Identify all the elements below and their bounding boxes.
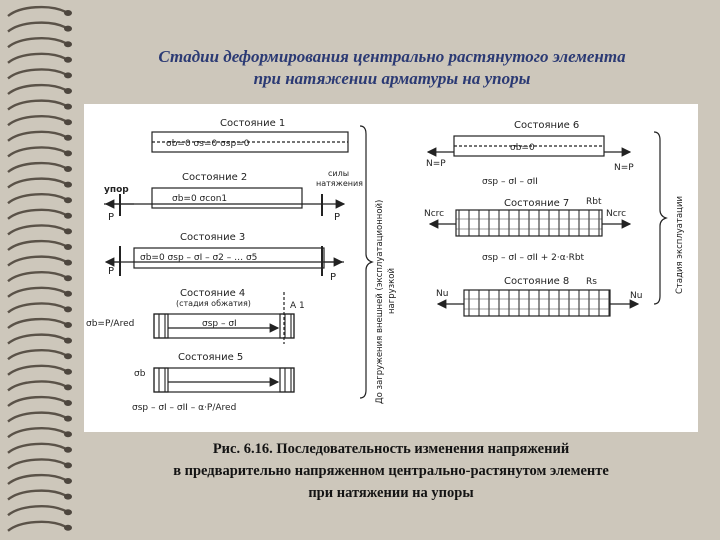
state3-force-left: P xyxy=(108,266,115,277)
spiral-coil xyxy=(8,23,66,32)
slide-title-line-2: при натяжении арматуры на упоры xyxy=(253,69,531,88)
spiral-coil xyxy=(8,319,66,328)
state2-tension-label-1: силы xyxy=(328,169,350,178)
spiral-coil xyxy=(8,288,66,297)
state2-stresses: σb=0 σcon1 xyxy=(172,194,228,204)
state7-force-right: Ncrc xyxy=(606,209,627,219)
slide-title-line-1: Стадии деформирования центрально растянутого элемента xyxy=(158,47,626,66)
spiral-coil xyxy=(8,350,66,359)
spiral-hole xyxy=(64,244,72,250)
spiral-coil xyxy=(8,381,66,390)
spiral-coil xyxy=(8,147,66,156)
spiral-coil xyxy=(8,491,66,500)
spiral-hole xyxy=(64,41,72,47)
spiral-coil xyxy=(8,397,66,406)
spiral-coil xyxy=(8,303,66,312)
spiral-coil xyxy=(8,132,66,141)
spiral-hole xyxy=(64,447,72,453)
state8-beam xyxy=(464,290,610,316)
state8-force-left: Nu xyxy=(436,289,449,299)
spiral-coil xyxy=(8,241,66,250)
state7-force-left: Ncrc xyxy=(424,209,445,219)
spiral-hole xyxy=(64,228,72,234)
state4-stresses: σsp – σI xyxy=(202,319,237,329)
spiral-hole xyxy=(64,525,72,531)
left-bracket-text-1: До загружения внешней (эксплуатационной) xyxy=(375,199,385,404)
state3-force-right: P xyxy=(330,272,337,283)
spiral-coil xyxy=(8,69,66,78)
spiral-coil xyxy=(8,101,66,110)
spiral-coil xyxy=(8,522,66,531)
figure-caption xyxy=(84,438,698,504)
state2-support-label: упор xyxy=(104,185,129,195)
stress-stages-diagram xyxy=(84,104,698,432)
state1-stresses: σb=0 σs=0 σsp=0 xyxy=(166,139,250,149)
state5-stress-left: σb xyxy=(134,369,146,379)
figure-panel xyxy=(84,104,698,432)
spiral-hole xyxy=(64,119,72,125)
spiral-coil xyxy=(8,54,66,63)
spiral-coil xyxy=(8,272,66,281)
spiral-hole xyxy=(64,400,72,406)
state2-force-right: P xyxy=(334,212,341,223)
state2-tension-label-2: натяжения xyxy=(316,179,363,188)
spiral-coil xyxy=(8,163,66,172)
spiral-coil xyxy=(8,7,66,16)
state5-label: Состояние 5 xyxy=(178,352,244,363)
state2-force-left: P xyxy=(108,212,115,223)
state8-label: Состояние 8 xyxy=(504,276,570,287)
spiral-hole xyxy=(64,104,72,110)
spiral-hole xyxy=(64,166,72,172)
spiral-coil xyxy=(8,225,66,234)
spiral-hole xyxy=(64,57,72,63)
state4-sublabel: (стадия обжатия) xyxy=(176,299,251,308)
spiral-hole xyxy=(64,431,72,437)
caption-line-1: Рис. 6.16. Последовательность изменения напряжений xyxy=(212,441,570,457)
spiral-hole xyxy=(64,182,72,188)
spiral-coil xyxy=(8,38,66,47)
state8-rs: Rs xyxy=(586,277,597,287)
state6-label: Состояние 6 xyxy=(514,120,580,131)
state4-stress-left: σb=P/Ared xyxy=(86,319,135,329)
spiral-coil xyxy=(8,444,66,453)
spiral-coil xyxy=(8,366,66,375)
spiral-hole xyxy=(64,416,72,422)
state6-bottom: σsp – σI – σII xyxy=(482,177,538,187)
state3-stresses: σb=0 σsp – σI – σ2 – … σ5 xyxy=(140,253,258,263)
spiral-coil xyxy=(8,257,66,266)
spiral-coil xyxy=(8,116,66,125)
spiral-hole xyxy=(64,306,72,312)
spiral-hole xyxy=(64,275,72,281)
right-bracket-text: Стадия эксплуатации xyxy=(675,195,685,294)
state5-beam xyxy=(154,368,294,392)
state7-rbt: Rbt xyxy=(586,197,602,207)
spiral-hole xyxy=(64,10,72,16)
state7-beam xyxy=(456,210,602,236)
spiral-coil xyxy=(8,459,66,468)
spiral-coil xyxy=(8,194,66,203)
spiral-coil xyxy=(8,413,66,422)
spiral-hole xyxy=(64,322,72,328)
spiral-hole xyxy=(64,213,72,219)
left-bracket-text-2: нагрузкой xyxy=(387,267,397,314)
spiral-coil xyxy=(8,210,66,219)
spiral-hole xyxy=(64,478,72,484)
spiral-coil xyxy=(8,179,66,188)
spiral-hole xyxy=(64,353,72,359)
state7-label: Состояние 7 xyxy=(504,198,570,209)
spiral-hole xyxy=(64,384,72,390)
state8-force-right: Nu xyxy=(630,291,643,301)
spiral-coil xyxy=(8,475,66,484)
state7-bottom: σsp – σI – σII + 2·α·Rbt xyxy=(482,253,585,263)
state5-stresses: σsp – σI – σII – α·P/Ared xyxy=(132,403,237,413)
spiral-coil xyxy=(8,335,66,344)
spiral-hole xyxy=(64,88,72,94)
state3-label: Состояние 3 xyxy=(180,232,246,243)
spiral-hole xyxy=(64,462,72,468)
state6-force-right: N=P xyxy=(614,163,634,173)
spiral-hole xyxy=(64,26,72,32)
state6-stresses: σb=0 xyxy=(510,143,535,153)
spiral-binding xyxy=(0,0,80,540)
spiral-coil xyxy=(8,506,66,515)
spiral-hole xyxy=(64,150,72,156)
caption-line-2: в предварительно напряженном центрально-растянутом элементе xyxy=(173,463,609,479)
spiral-hole xyxy=(64,135,72,141)
spiral-hole xyxy=(64,72,72,78)
spiral-hole xyxy=(64,494,72,500)
caption-line-3: при натяжении на упоры xyxy=(308,485,474,501)
spiral-hole xyxy=(64,197,72,203)
slide-title xyxy=(82,46,702,90)
spiral-hole xyxy=(64,260,72,266)
state2-label: Состояние 2 xyxy=(182,172,248,183)
spiral-hole xyxy=(64,369,72,375)
state4-label: Состояние 4 xyxy=(180,288,246,299)
state1-label: Состояние 1 xyxy=(220,118,286,129)
spiral-hole xyxy=(64,338,72,344)
state4-mark: A 1 xyxy=(290,301,305,311)
spiral-coil xyxy=(8,85,66,94)
state6-force-left: N=P xyxy=(426,159,446,169)
spiral-hole xyxy=(64,509,72,515)
spiral-hole xyxy=(64,291,72,297)
spiral-coil xyxy=(8,428,66,437)
